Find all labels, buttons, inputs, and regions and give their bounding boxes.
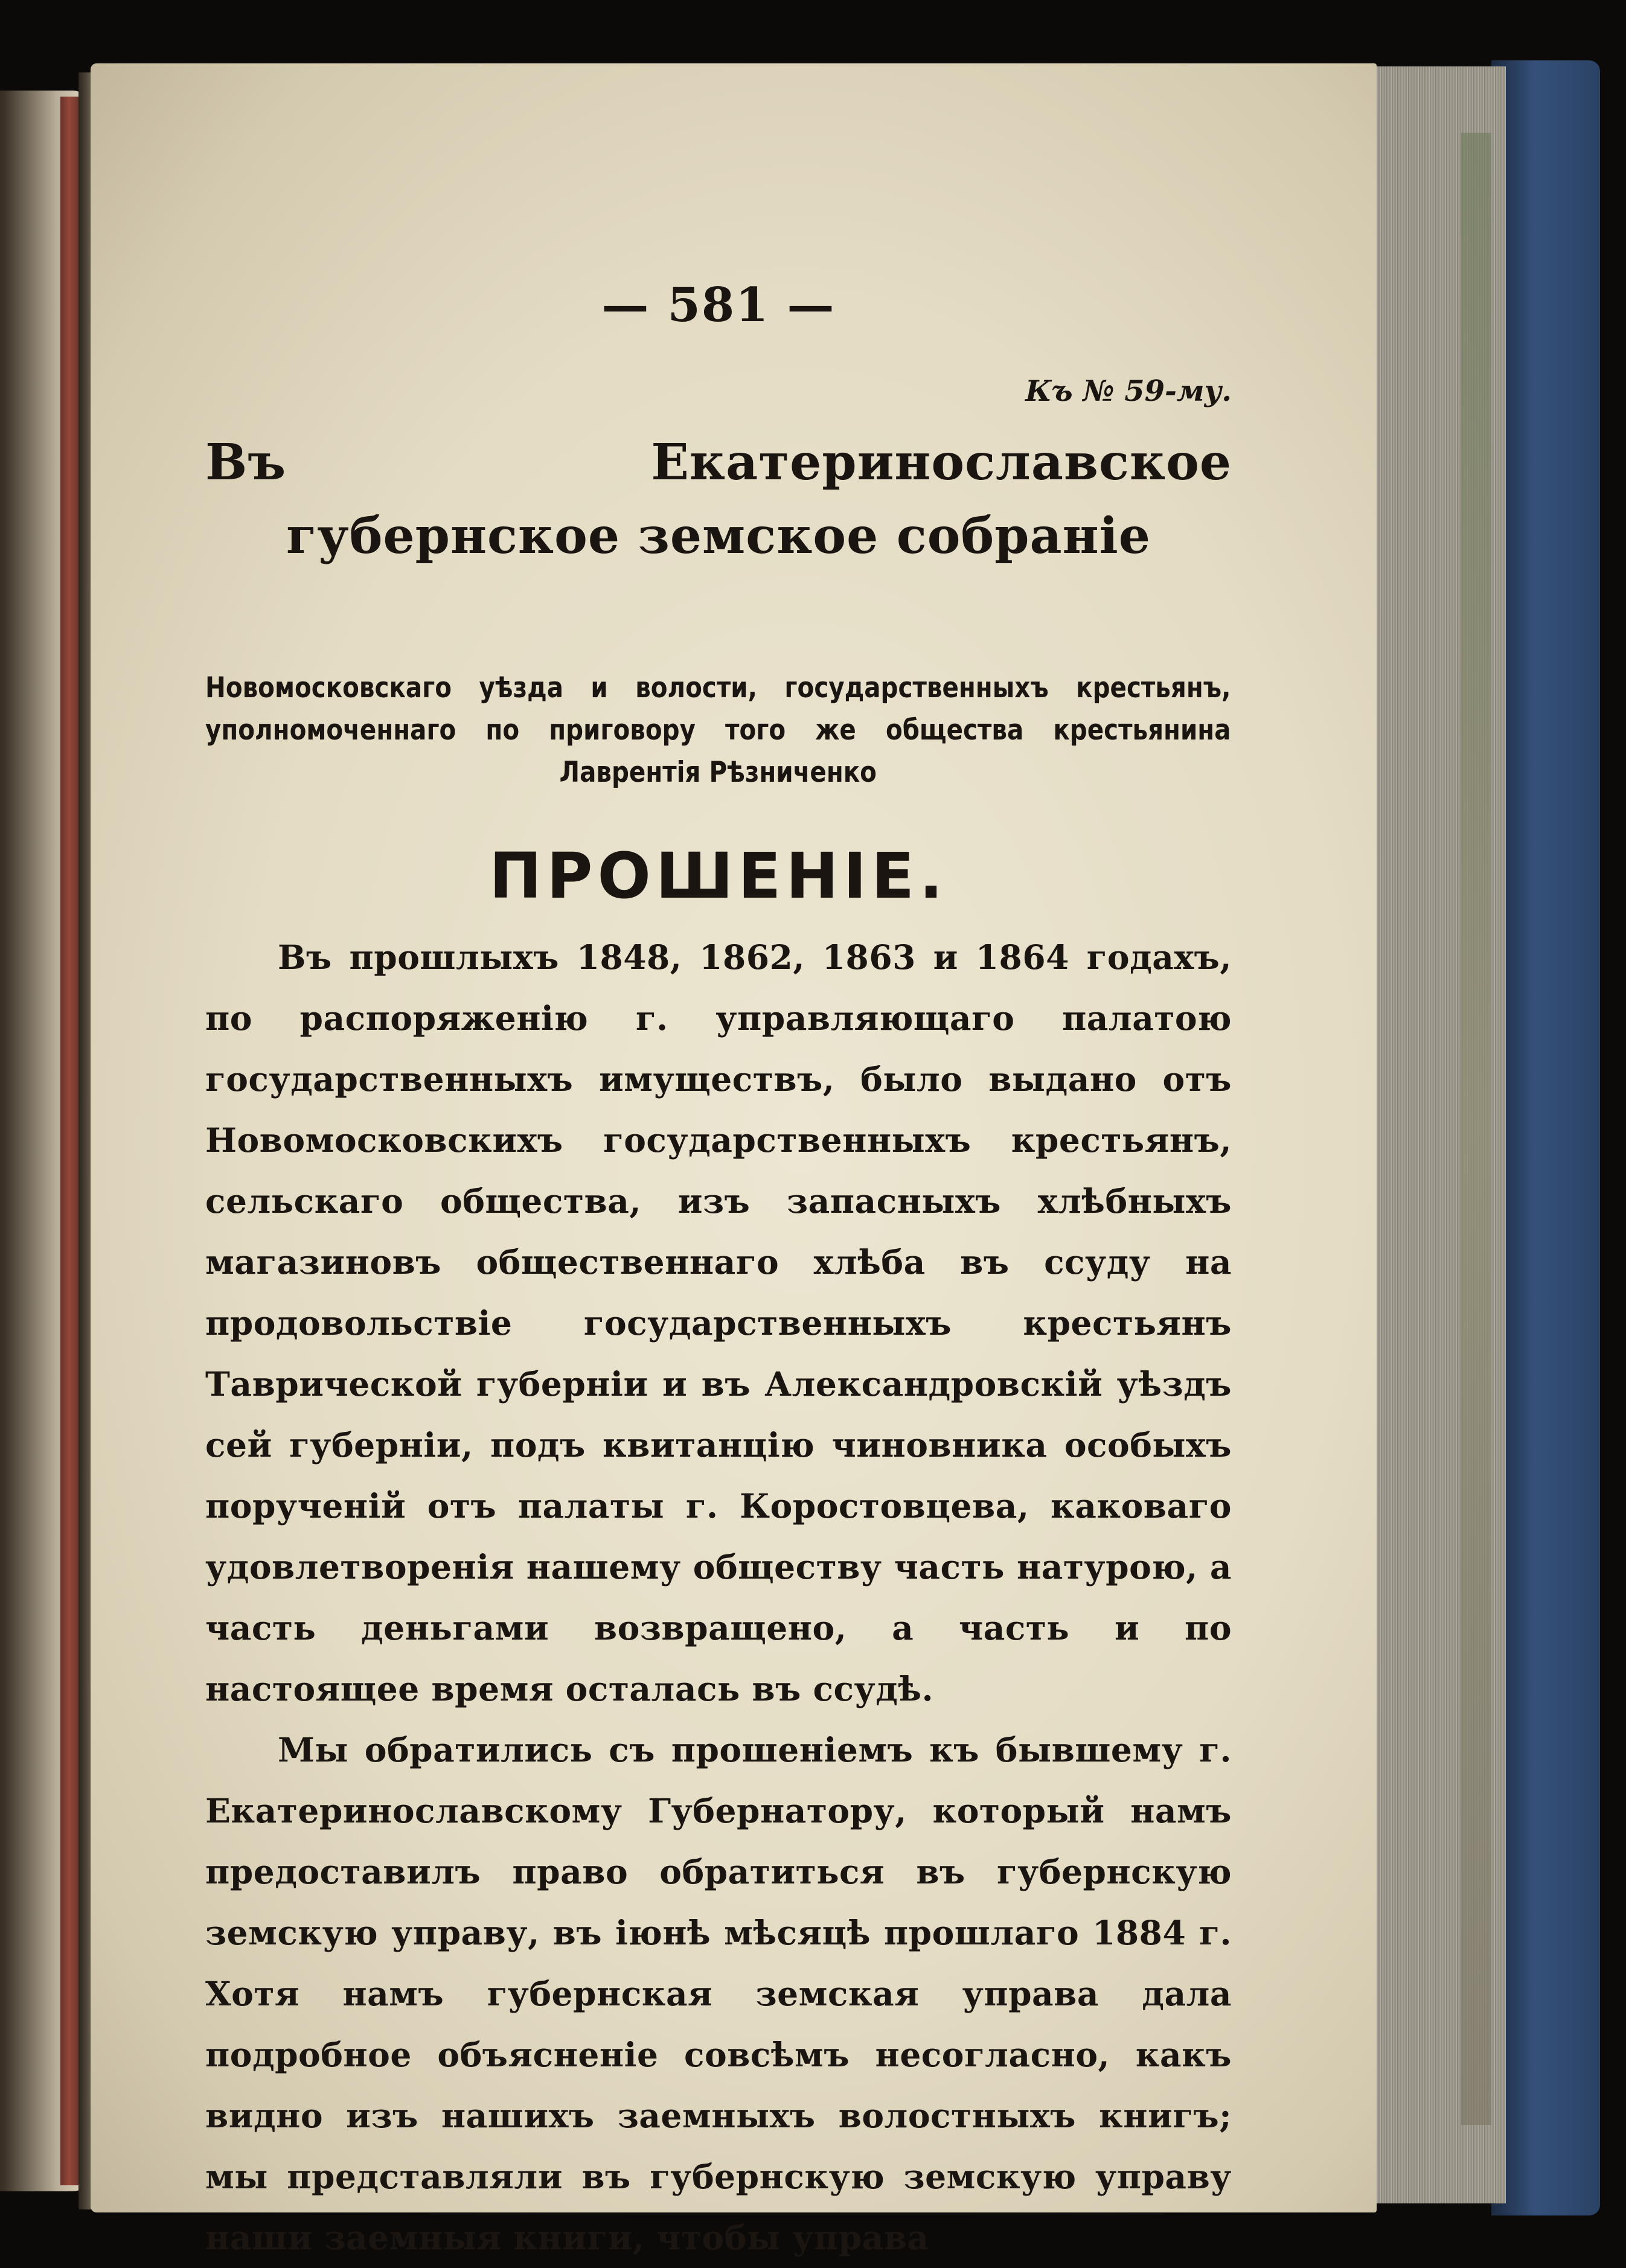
book-page <box>91 63 1377 2257</box>
previous-page-red-edge <box>60 97 78 2185</box>
body-paragraph: Мы обратились съ прошеніемъ къ бывшему г. Екатеринославскому Губернатору, который намъ предоставилъ право обратиться въ губернскую земскую управу, въ іюнѣ мѣсяцѣ прошлаго 1884 г. Хотя намъ губернская земская управа дала подробное объясненіе совсѣмъ несогласно, какъ видно изъ нашихъ заемныхъ волостныхъ книгъ; мы представляли въ губернскую земскую управу наши заемныя книги, чтобы управа <box>205 1730 1232 2257</box>
document-title: Въ Екатеринославское губернское земское собраніе <box>205 433 1232 565</box>
body-paragraph: Въ прошлыхъ 1848, 1862, 1863 и 1864 годахъ, по распоряженію г. управляющаго палатою государственныхъ имуществъ, было выдано отъ Новомосковскихъ государственныхъ крестьянъ, сельскаго общества, изъ запасныхъ хлѣбныхъ магазиновъ общественнаго хлѣба въ ссуду на продовольствіе государственныхъ крестьянъ Таврической губерніи и въ Александровскій уѣздъ сей губерніи, подъ квитанцію чиновника особыхъ порученій отъ палаты г. Коростовцева, каковаго удовлетворенія нашему обществу часть натурою, а часть деньгами возвращено, а часть и по настоящее время осталась въ ссудѣ. <box>205 938 1232 1708</box>
document-body <box>205 927 1232 2268</box>
page-stack-tint <box>1461 133 1491 2125</box>
page-number: — 581 — <box>601 278 836 333</box>
document-subtitle: Новомосковскаго уѣзда и волости, государственныхъ крестьянъ, уполномоченнаго по приговору того же общества крестьянина Лаврентія Рѣзниченко <box>205 671 1231 789</box>
book-cover <box>1491 60 1600 2215</box>
document-reference: Къ № 59-му. <box>1025 374 1232 408</box>
document-heading: ПРОШЕНІЕ. <box>489 839 948 913</box>
